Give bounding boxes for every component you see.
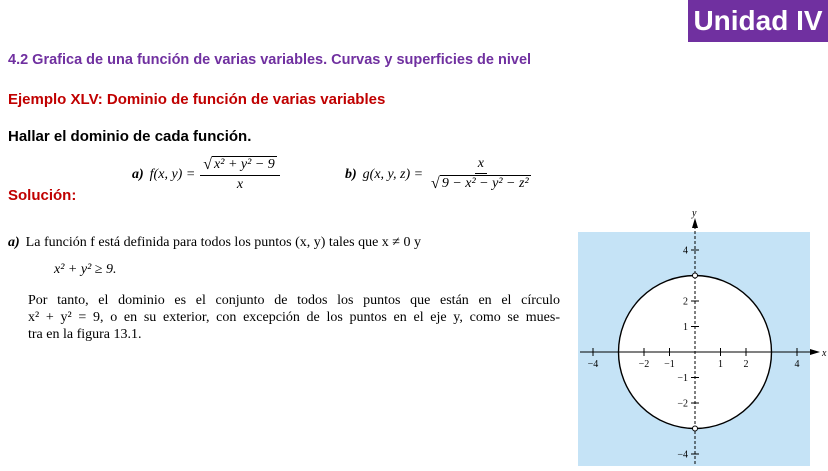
x-tick-label: −4 [587,359,599,370]
x-tick-label: −1 [664,359,675,370]
y-tick-label: 2 [683,296,688,308]
y-tick-label: 4 [683,245,688,257]
y-tick-label: −2 [677,398,688,410]
formula-a-sqrt: √ x² + y² − 9 [203,156,275,173]
formula-a-label: a) [132,166,144,182]
x-tick-label: 2 [743,359,749,370]
x-axis-arrow [810,349,820,355]
y-tick-label: 1 [683,322,688,333]
paragraph-line-3: tra en la figura 13.1. [28,327,142,342]
formula-b-lhs: g(x, y, z) = [362,166,424,182]
part-a-inequality: x² + y² ≥ 9. [54,262,117,277]
excluded-point-top [693,273,698,278]
formula-b-radicand: 9 − x² − y² − z² [441,176,529,191]
formula-a [132,156,280,193]
y-axis-arrow [692,218,698,228]
domain-graph [566,206,828,466]
formula-b-numerator: x [475,156,487,174]
figure-13-1 [566,206,828,466]
paragraph-line-1: Por tanto, el dominio es el conjunto de todos los puntos que están en el círculo [28,293,560,308]
formula-a-radicand: x² + y² − 9 [214,157,275,172]
part-a-text: La función f está definida para todos los puntos (x, y) tales que x ≠ 0 y [25,235,421,250]
part-a-paragraph [28,292,560,343]
formula-b-sqrt: √ 9 − x² − y² − z² [431,175,529,192]
excluded-point-bottom [693,426,698,431]
y-tick-label: −4 [677,449,688,461]
formula-a-denominator: x [236,177,244,192]
part-a-line1 [8,235,421,251]
unit-badge: Unidad IV [688,0,828,42]
section-title: 4.2 Grafica de una función de varias variables. Curvas y superficies de nivel [8,52,532,68]
part-a-label: a) [8,235,20,250]
formula-b [345,156,534,193]
formula-a-fraction [200,156,280,193]
x-tick-label: 1 [718,359,723,370]
formula-a-lhs: f(x, y) = [149,166,196,182]
y-tick-label: −1 [677,373,688,384]
x-axis-label: x [822,348,827,359]
example-title: Ejemplo XLV: Dominio de función de varias variables [8,91,386,108]
y-axis-label: y [692,208,697,219]
x-tick-label: −2 [638,359,650,370]
formula-b-fraction [428,156,534,193]
x-tick-label: 4 [794,359,800,370]
paragraph-line-2: x² + y² = 9, o en su exterior, con excepción de los puntos en el eje y, como se mues- [28,310,560,325]
task-statement: Hallar el dominio de cada función. [8,128,252,145]
formula-b-label: b) [345,166,357,182]
solution-label: Solución: [8,187,77,204]
